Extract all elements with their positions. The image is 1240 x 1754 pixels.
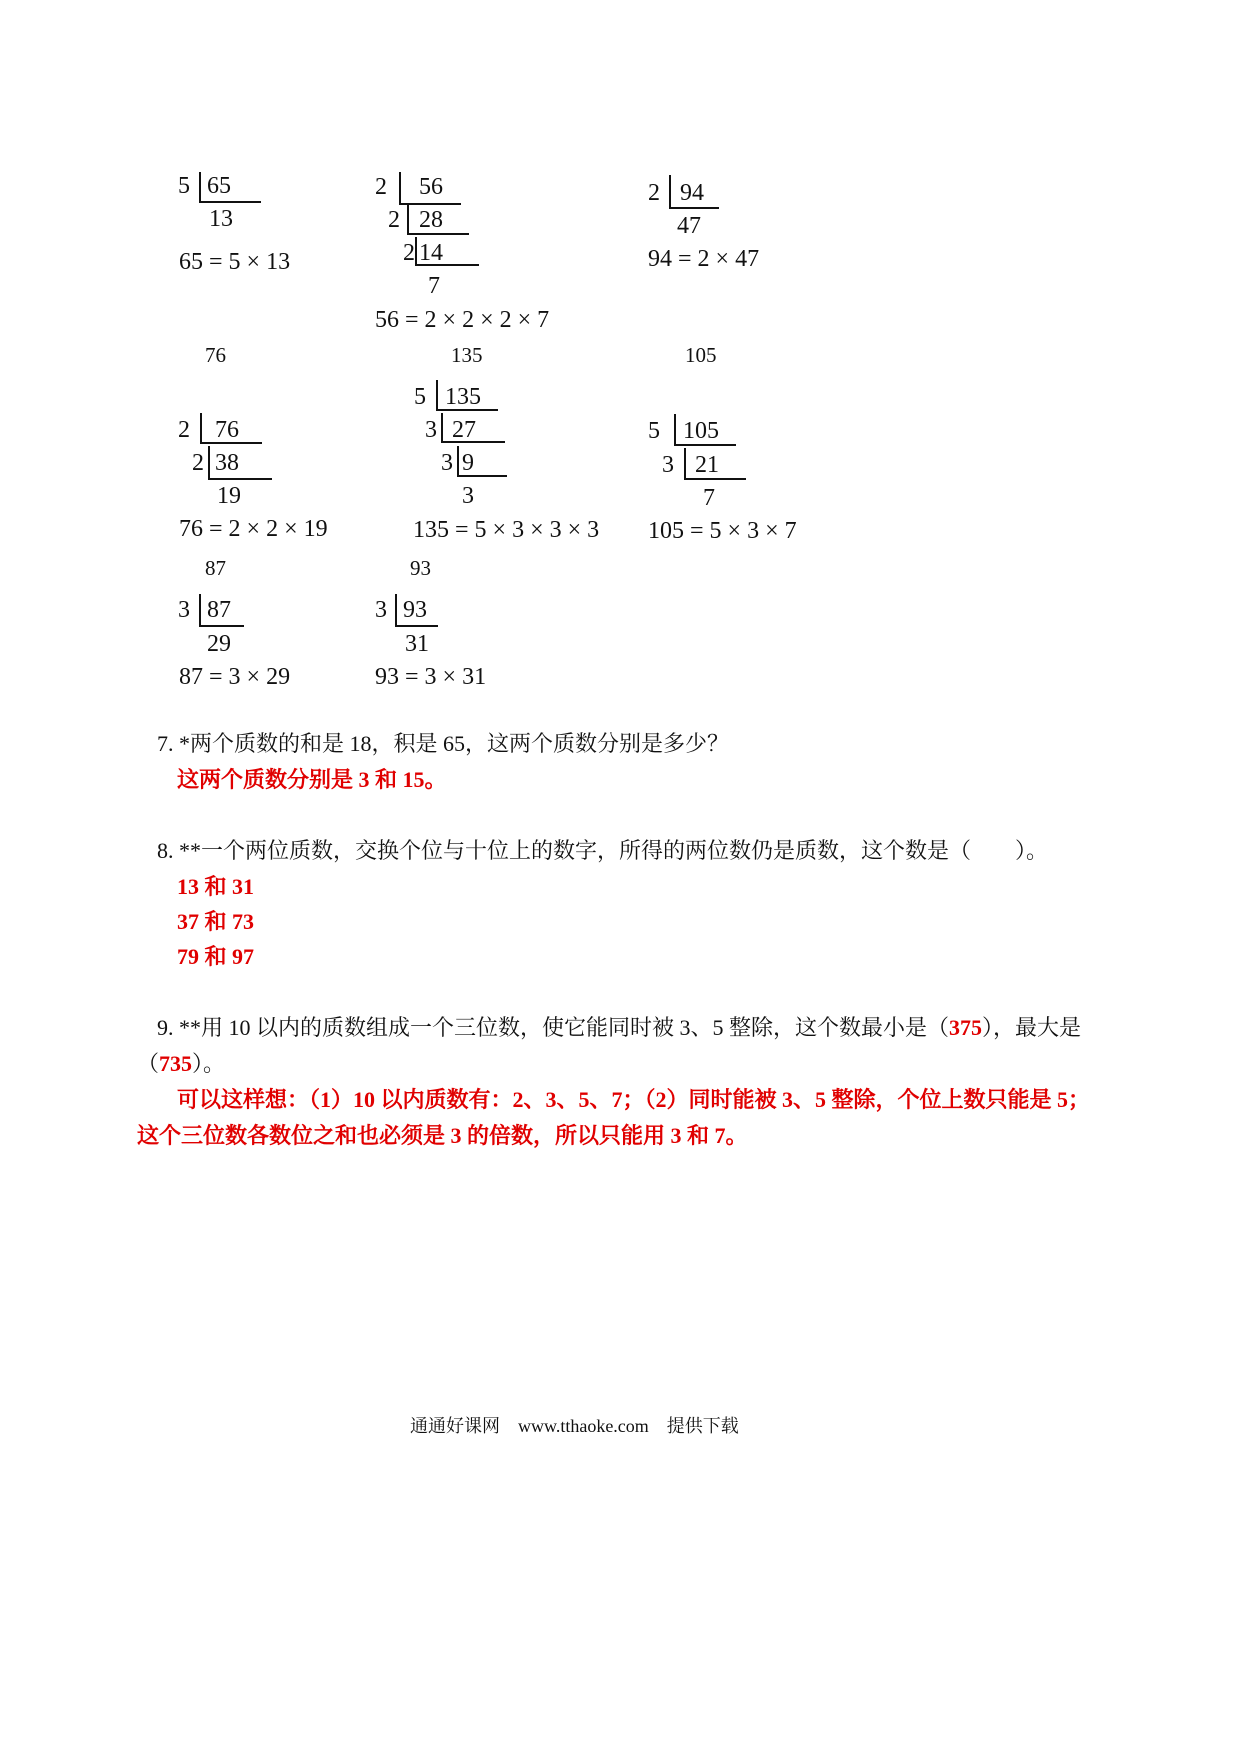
dividend: 9 bbox=[462, 450, 474, 476]
division-bracket bbox=[407, 205, 409, 234]
question-text: 7. *两个质数的和是 18，积是 65，这两个质数分别是多少？ bbox=[157, 731, 730, 756]
quotient: 29 bbox=[207, 631, 231, 657]
division-bracket bbox=[395, 594, 397, 626]
question-text: 9. **用 10 以内的质数组成一个三位数，使它能同时被 3、5 整除，这个数最小是（ bbox=[157, 1015, 950, 1040]
answer-item: 79 和 97 bbox=[177, 944, 255, 969]
division-bar bbox=[199, 201, 261, 203]
division-bracket bbox=[208, 446, 210, 479]
equation: 93 = 3 × 31 bbox=[375, 664, 487, 690]
number-label-105: 105 bbox=[685, 343, 717, 367]
equation: 94 = 2 × 47 bbox=[648, 246, 760, 272]
max-answer: 735 bbox=[159, 1051, 193, 1076]
equation: 87 = 3 × 29 bbox=[179, 664, 291, 690]
division-bracket bbox=[684, 448, 686, 479]
number-label-93: 93 bbox=[410, 556, 431, 580]
dividend: 56 bbox=[419, 174, 443, 200]
divisor: 5 bbox=[648, 418, 660, 444]
divisor: 3 bbox=[441, 450, 453, 476]
paren-open: （ bbox=[137, 1051, 160, 1076]
question-text: 8. **一个两位质数，交换个位与十位上的数字，所得的两位数仍是质数，这个数是（ ）。 bbox=[157, 838, 1049, 863]
dividend: 87 bbox=[207, 597, 231, 623]
division-bracket bbox=[200, 413, 202, 443]
min-answer: 375 bbox=[949, 1015, 983, 1040]
equation: 76 = 2 × 2 × 19 bbox=[179, 516, 328, 542]
divisor: 2 bbox=[178, 417, 190, 443]
divisor: 2 bbox=[375, 174, 387, 200]
paren-close: ）。 bbox=[192, 1051, 226, 1076]
equation: 56 = 2 × 2 × 2 × 7 bbox=[375, 307, 550, 333]
question-text: ），最大是 bbox=[982, 1015, 1082, 1040]
dividend: 38 bbox=[215, 450, 239, 476]
explanation-line2: 这个三位数各数位之和也必须是 3 的倍数，所以只能用 3 和 7。 bbox=[137, 1123, 748, 1148]
question-text-line2 bbox=[137, 1049, 225, 1079]
divisor: 5 bbox=[414, 384, 426, 410]
quotient: 19 bbox=[217, 483, 241, 509]
division-bracket bbox=[436, 380, 438, 410]
number-label-87: 87 bbox=[205, 556, 226, 580]
divisor: 2 bbox=[648, 180, 660, 206]
quotient: 47 bbox=[677, 213, 701, 239]
answer-item: 37 和 73 bbox=[177, 909, 255, 934]
dividend: 28 bbox=[419, 207, 443, 233]
division-bracket bbox=[674, 414, 676, 445]
division-bar bbox=[208, 478, 272, 480]
quotient: 7 bbox=[428, 273, 440, 299]
answer-text: 这两个质数分别是 3 和 15。 bbox=[177, 767, 447, 792]
divisor: 3 bbox=[425, 417, 437, 443]
division-bar bbox=[395, 625, 438, 627]
divisor: 2 bbox=[388, 207, 400, 233]
divisor: 2 bbox=[403, 240, 415, 266]
quotient: 31 bbox=[405, 631, 429, 657]
division-bracket bbox=[457, 446, 459, 476]
division-bracket bbox=[199, 172, 201, 202]
equation: 105 = 5 × 3 × 7 bbox=[648, 518, 797, 544]
division-bracket bbox=[669, 175, 671, 208]
division-bracket bbox=[399, 172, 401, 204]
quotient: 7 bbox=[703, 485, 715, 511]
dividend: 94 bbox=[680, 180, 704, 206]
quotient: 13 bbox=[209, 206, 233, 232]
dividend: 14 bbox=[419, 240, 443, 266]
equation: 65 = 5 × 13 bbox=[179, 249, 291, 275]
dividend: 27 bbox=[452, 417, 476, 443]
division-bracket bbox=[199, 594, 201, 626]
division-bar bbox=[669, 207, 719, 209]
dividend: 93 bbox=[403, 597, 427, 623]
quotient: 3 bbox=[462, 483, 474, 509]
explanation-line1: 可以这样想：（1）10 以内质数有：2、3、5、7；（2）同时能被 3、5 整除，个位上数只能是 5； bbox=[177, 1087, 1091, 1112]
question-text-line1 bbox=[157, 1013, 1081, 1043]
answer-item: 13 和 31 bbox=[177, 874, 255, 899]
divisor: 2 bbox=[192, 450, 204, 476]
division-bracket bbox=[441, 413, 443, 442]
divisor: 3 bbox=[178, 597, 190, 623]
dividend: 105 bbox=[683, 418, 719, 444]
division-bracket bbox=[415, 237, 417, 265]
divisor: 3 bbox=[375, 597, 387, 623]
equation: 135 = 5 × 3 × 3 × 3 bbox=[413, 517, 600, 543]
dividend: 21 bbox=[695, 452, 719, 478]
divisor: 5 bbox=[178, 173, 190, 199]
dividend: 135 bbox=[445, 384, 481, 410]
division-bar bbox=[199, 625, 244, 627]
number-label-135: 135 bbox=[451, 343, 483, 367]
number-label-76: 76 bbox=[205, 343, 226, 367]
dividend: 76 bbox=[215, 417, 239, 443]
dividend: 65 bbox=[207, 173, 231, 199]
divisor: 3 bbox=[662, 452, 674, 478]
page-footer: 通通好课网 www.tthaoke.com 提供下载 bbox=[410, 1416, 739, 1436]
